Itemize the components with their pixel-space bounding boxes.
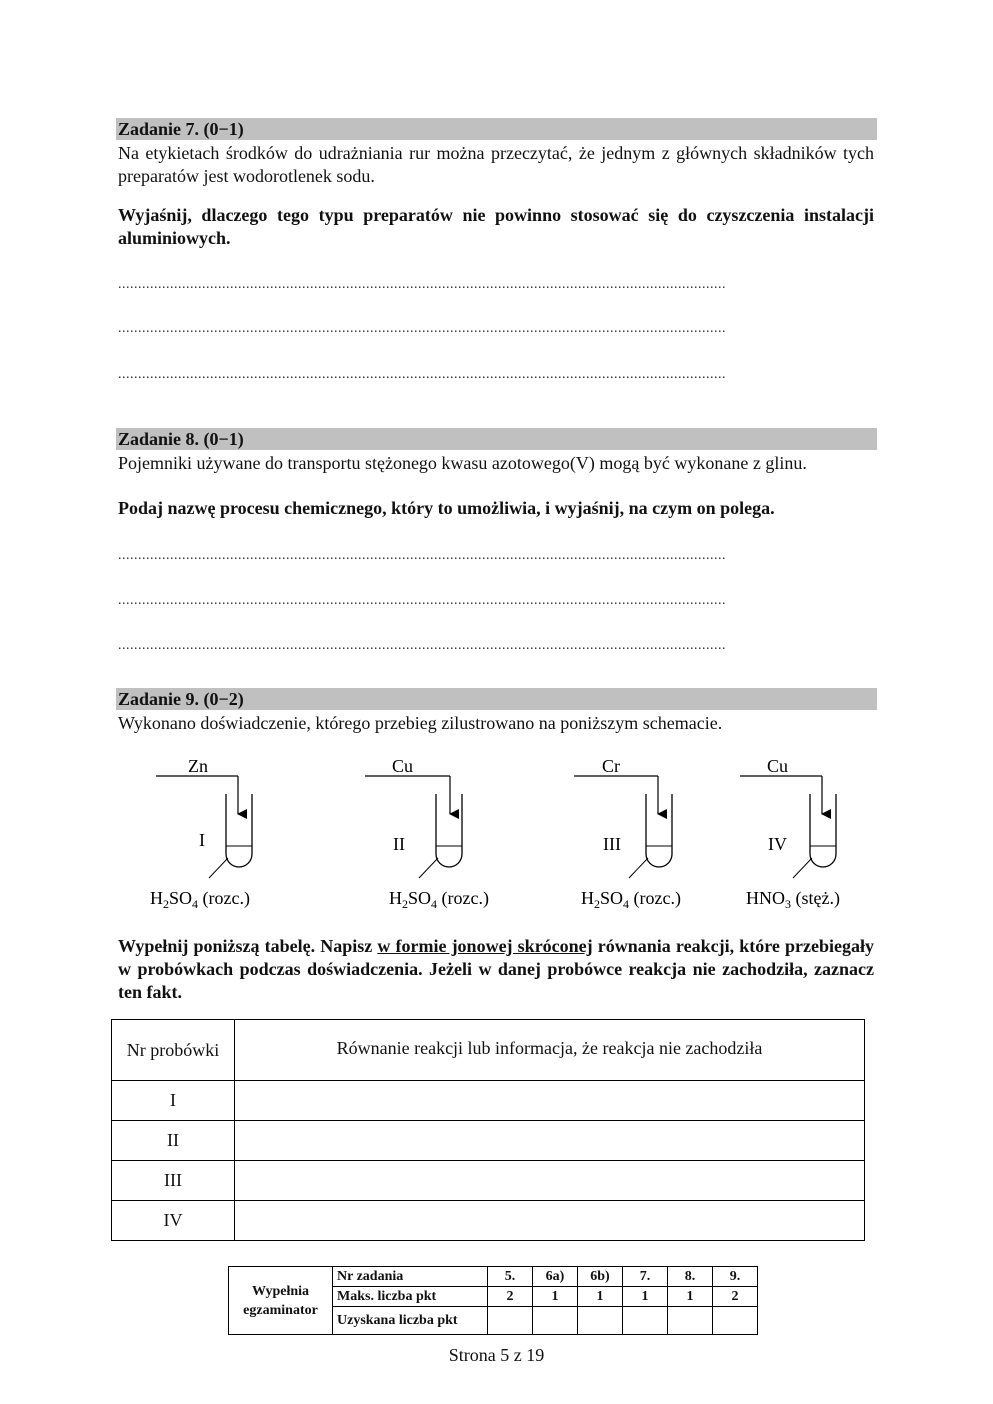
max-points: 1 [533,1287,578,1307]
col-header-tube-number: Nr probówki [112,1020,235,1081]
task8-intro: Pojemniki używane do transportu stężonego kwasu azotowego(V) mogą być wykonane z glinu. [118,453,807,473]
metal-label-2: Cu [392,756,414,776]
tube-number-2: II [393,834,405,854]
task-number: 8. [668,1267,713,1287]
answer-line[interactable]: ........................................................................................................................................................ [118,322,726,336]
obtained-points-cell[interactable] [533,1307,578,1335]
obtained-points-cell[interactable] [488,1307,533,1335]
obtained-points-cell[interactable] [578,1307,623,1335]
answer-line[interactable]: ........................................................................................................................................................ [118,368,726,382]
answer-line[interactable]: ........................................................................................................................................................ [118,278,726,292]
examiner-score-table [228,1266,758,1335]
max-points: 2 [713,1287,758,1307]
examiner-label: Wypełnia egzaminator [229,1267,333,1335]
answer-cell[interactable] [235,1081,865,1121]
answer-cell[interactable] [235,1161,865,1201]
task9-intro: Wykonano doświadczenie, którego przebieg zilustrowano na poniższym schemacie. [118,713,723,733]
test-tube-4 [740,756,840,911]
score-row-label: Uzyskana liczba pkt [333,1307,488,1335]
page-number: Strona 5 z 19 [448,1345,545,1365]
obtained-points-cell[interactable] [668,1307,713,1335]
answer-line[interactable]: ........................................................................................................................................................ [118,549,726,563]
test-tube-1 [150,756,252,911]
task9-header: Zadanie 9. (0−2) [116,688,877,710]
row-label: I [112,1081,235,1121]
metal-label-3: Cr [602,756,620,776]
task-number: 5. [488,1267,533,1287]
task-number: 6b) [578,1267,623,1287]
test-tube-3 [574,756,681,911]
acid-label-4: $HNO_3$ (stęż.) [746,888,840,911]
task-number: 6a) [533,1267,578,1287]
task8-header: Zadanie 8. (0−1) [116,428,877,450]
max-points: 2 [488,1287,533,1307]
tube-number-3: III [603,834,621,854]
acid-label-1: $H_2SO_4$ (rozc.) [150,888,250,911]
row-label: IV [112,1201,235,1241]
test-tube-2 [365,756,489,911]
acid-label-3: $H_2SO_4$ (rozc.) [581,888,681,911]
obtained-points-cell[interactable] [623,1307,668,1335]
metal-label-4: Cu [767,756,789,776]
task-number: 7. [623,1267,668,1287]
col-header-equation: Równanie reakcji lub informacja, że reakcja nie zachodziła [235,1020,865,1081]
task7-intro: Na etykietach środków do udrażniania rur można przeczytać, że jednym z głównych składników tych preparatów jest wodorotlenek sodu. [118,143,874,186]
experiment-diagram [0,750,993,920]
answer-cell[interactable] [235,1121,865,1161]
metal-label-1: Zn [188,756,208,776]
task9-instruction: Wypełnij poniższą tabelę. Napisz w formie jonowej skróconej równania reakcji, które przebiegały w probówkach podczas doświadczenia. Jeżeli w danej probówce reakcja nie zachodziła, zaznacz ten fakt. [118,936,874,1002]
task7-header: Zadanie 7. (0−1) [116,118,877,140]
answer-cell[interactable] [235,1201,865,1241]
answer-line[interactable]: ........................................................................................................................................................ [118,639,726,653]
max-points: 1 [623,1287,668,1307]
tube-number-1: I [199,830,205,850]
row-label: II [112,1121,235,1161]
reaction-answer-table [111,1019,865,1241]
task7-question: Wyjaśnij, dlaczego tego typu preparatów nie powinno stosować się do czyszczenia instalacji aluminiowych. [118,205,874,248]
acid-label-2: $H_2SO_4$ (rozc.) [389,888,489,911]
obtained-points-cell[interactable] [713,1307,758,1335]
tube-number-4: IV [768,834,787,854]
task8-question: Podaj nazwę procesu chemicznego, który to umożliwia, i wyjaśnij, na czym on polega. [118,498,775,518]
row-label: III [112,1161,235,1201]
task-number: 9. [713,1267,758,1287]
score-row-label: Nr zadania [333,1267,488,1287]
score-row-label: Maks. liczba pkt [333,1287,488,1307]
answer-line[interactable]: ........................................................................................................................................................ [118,594,726,608]
max-points: 1 [578,1287,623,1307]
max-points: 1 [668,1287,713,1307]
